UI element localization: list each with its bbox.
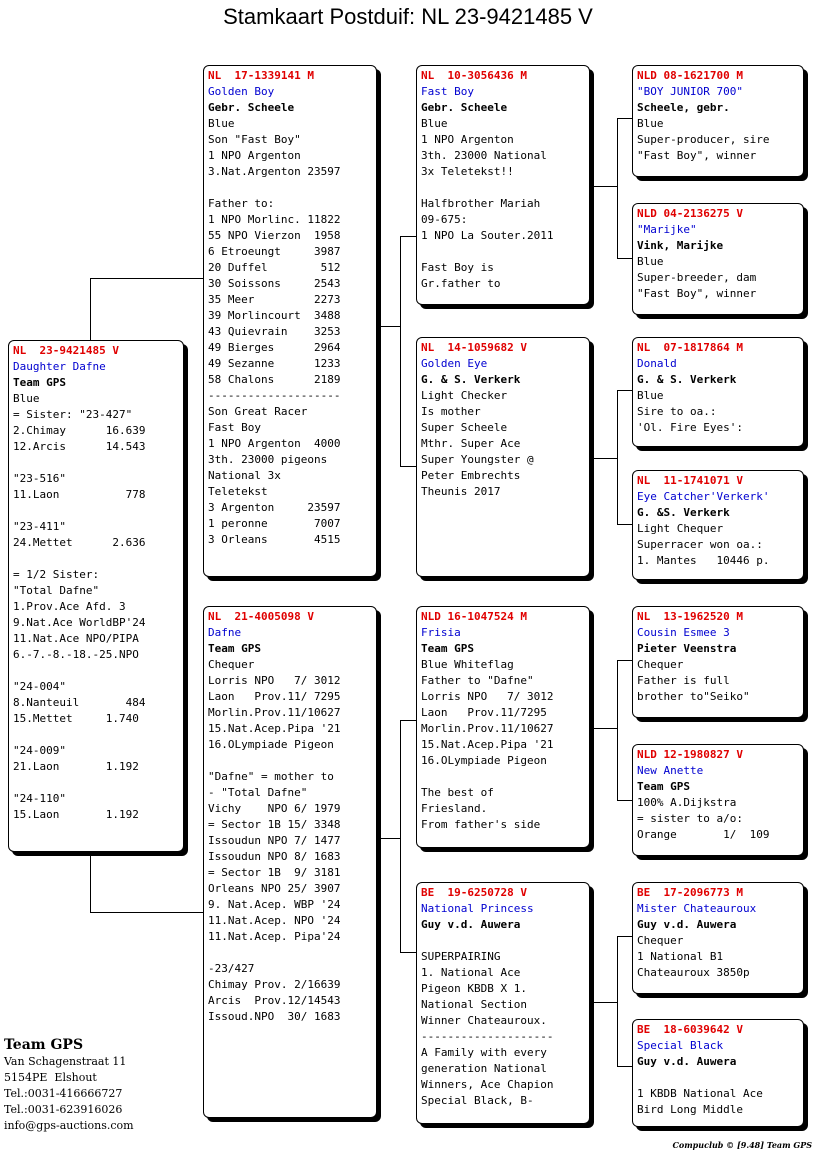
pedigree-line: Blue [421,117,448,130]
pedigree-line: -23/427 [208,962,255,975]
pedigree-line: Laon Prov.11/ 7295 [208,690,341,703]
connector-line [90,278,204,279]
owner-address: Van Schagenstraat 11 [4,1055,127,1068]
pedigree-line: 43 Quievrain 3253 [208,325,341,338]
pedigree-line: Super-breeder, dam [637,271,757,284]
software-credit: Compuclub © [9.48] Team GPS [672,1140,812,1150]
connector-line [400,466,417,467]
pedigree-line: 'Ol. Fire Eyes': [637,421,743,434]
breeder-name: Gebr. Scheele [421,101,508,114]
pedigree-line: 3 Argenton 23597 [208,501,341,514]
pedigree-line: "Fast Boy", winner [637,149,757,162]
ring-number: NLD 08-1621700 M [637,69,743,82]
pedigree-line [421,180,585,196]
pedigree-line [208,945,372,961]
owner-mobile: Tel.:0031-623916026 [4,1103,123,1116]
pedigree-line: brother to"Seiko" [637,690,750,703]
pedigree-line [13,551,179,567]
pedigree-line: Chequer [637,934,684,947]
pedigree-line: "Fast Boy", winner [637,287,757,300]
connector-line [377,326,400,327]
connector-line [400,236,417,237]
breeder-name: Guy v.d. Auwera [637,918,737,931]
pigeon-name: "Marijke" [637,223,697,236]
pedigree-line: 1 NPO La Souter.2011 [421,229,554,242]
breeder-name: G. & S. Verkerk [637,373,737,386]
pedigree-line: = Sector 1B 15/ 3348 [208,818,341,831]
pedigree-line: Fast Boy is [421,261,494,274]
breeder-name: Team GPS [13,376,66,389]
breeder-name: Gebr. Scheele [208,101,295,114]
pedigree-line: Son "Fast Boy" [208,133,301,146]
connector-line [400,952,417,953]
breeder-name: Team GPS [421,642,474,655]
pedigree-line: Fast Boy [208,421,261,434]
pedigree-line: Vichy NPO 6/ 1979 [208,802,341,815]
breeder-name: Guy v.d. Auwera [637,1055,737,1068]
pedigree-line: "23-411" [13,520,66,533]
pedigree-line: 15.Nat.Acep.Pipa '21 [208,722,341,735]
pedigree-line: 1 NPO Argenton [208,149,301,162]
pedigree-line: Mthr. Super Ace [421,437,521,450]
pedigree-line: Theunis 2017 [421,485,501,498]
pedigree-line: 15.Laon 1.192 [13,808,139,821]
pigeon-name: Fast Boy [421,85,474,98]
pedigree-line: Orleans NPO 25/ 3907 [208,882,341,895]
connector-line [617,660,618,800]
pedigree-line: 3.Nat.Argenton 23597 [208,165,341,178]
pedigree-line: "Dafne" = mother to [208,770,334,783]
mother-card [203,606,377,1118]
maternal-grandfather-card [416,606,590,848]
connector-line [400,720,401,952]
pedigree-line: 49 Bierges 2964 [208,341,341,354]
great-grandparent-card-2 [632,203,804,315]
pedigree-line: Blue [208,117,235,130]
connector-line [90,852,91,912]
ring-number: NLD 12-1980827 V [637,748,743,761]
pigeon-name: Special Black [637,1039,724,1052]
pedigree-line: Blue [637,255,664,268]
pedigree-line: 1.Prov.Ace Afd. 3 [13,600,126,613]
pedigree-line: Lorris NPO 7/ 3012 [208,674,341,687]
pedigree-line: Winners, Ace Chapion [421,1078,554,1091]
pigeon-name: Cousin Esmee 3 [637,626,730,639]
pedigree-line: "24-009" [13,744,66,757]
pedigree-line: 1 peronne 7007 [208,517,341,530]
pedigree-line: Chimay Prov. 2/16639 [208,978,341,991]
ring-number: BE 19-6250728 V [421,886,527,899]
pedigree-line: "24-004" [13,680,66,693]
pedigree-line: Laon Prov.11/7295 [421,706,547,719]
pigeon-name: New Anette [637,764,704,777]
pedigree-line: A Family with every [421,1046,547,1059]
pedigree-line [13,455,179,471]
pedigree-line: = Sister: "23-427" [13,408,133,421]
pedigree-line: 2.Chimay 16.639 [13,424,146,437]
connector-line [400,236,401,466]
great-grandparent-card-8 [632,1019,804,1127]
pedigree-line: SUPERPAIRING [421,950,501,963]
pedigree-line: Peter Embrechts [421,469,521,482]
ring-number: BE 17-2096773 M [637,886,743,899]
owner-postcode: 5154PE Elshout [4,1071,97,1084]
pedigree-line: Blue [637,389,664,402]
pedigree-line: 3th. 23000 pigeons [208,453,328,466]
owner-phone: Tel.:0031-416666727 [4,1087,123,1100]
pedigree-line: Lorris NPO 7/ 3012 [421,690,554,703]
pedigree-line: 11.Laon 778 [13,488,146,501]
owner-email[interactable]: info@gps-auctions.com [4,1119,134,1132]
pedigree-line: Friesland. [421,802,488,815]
connector-line [590,186,617,187]
pigeon-card [8,340,184,852]
pigeon-name: Donald [637,357,677,370]
pedigree-line: Issoudun NPO 8/ 1683 [208,850,341,863]
pedigree-line: Blue Whiteflag [421,658,514,671]
pedigree-line: generation National [421,1062,547,1075]
pigeon-name: Mister Chateauroux [637,902,757,915]
pedigree-line: Blue [13,392,40,405]
ring-number: NL 21-4005098 V [208,610,314,623]
pedigree-line: 11.Nat.Acep. Pipa'24 [208,930,341,943]
pedigree-line: Father to "Dafne" [421,674,534,687]
breeder-name: Scheele, gebr. [637,101,730,114]
connector-line [617,936,618,1066]
pedigree-line: Pigeon KBDB X 1. [421,982,527,995]
pigeon-name: "BOY JUNIOR 700" [637,85,743,98]
pedigree-line: Is mother [421,405,481,418]
pigeon-name: Golden Eye [421,357,488,370]
pedigree-line: 09-675: [421,213,468,226]
paternal-grandmother-card [416,337,590,577]
pedigree-line: Teletekst [208,485,268,498]
pedigree-line: 1 NPO Argenton [421,133,514,146]
great-grandparent-card-6 [632,744,804,856]
pedigree-line: 6.-7.-8.-18.-25.NPO [13,648,139,661]
pedigree-line: Father to: [208,197,275,210]
father-card [203,65,377,577]
pedigree-line: 58 Chalons 2189 [208,373,341,386]
connector-line [590,1002,617,1003]
pedigree-line: 1 NPO Argenton 4000 [208,437,341,450]
ring-number: NLD 04-2136275 V [637,207,743,220]
pedigree-line [13,503,179,519]
great-grandparent-card-3 [632,337,804,447]
pedigree-line: Bird Long Middle [637,1103,743,1116]
breeder-name: Team GPS [637,780,690,793]
ring-number: NL 17-1339141 M [208,69,314,82]
pigeon-name: National Princess [421,902,534,915]
ring-number: NL 13-1962520 M [637,610,743,623]
connector-line [617,660,633,661]
pedigree-line: 15.Mettet 1.740 [13,712,139,725]
pedigree-line [421,769,585,785]
breeder-name: Vink, Marijke [637,239,724,252]
pedigree-line: Winner Chateauroux. [421,1014,547,1027]
connector-line [90,278,91,340]
pigeon-name: Eye Catcher'Verkerk' [637,490,770,503]
pedigree-line: 1 National B1 [637,950,724,963]
pedigree-line: 3x Teletekst!! [421,165,514,178]
pedigree-line: 1. Mantes 10446 p. [637,554,770,567]
great-grandparent-card-5 [632,606,804,718]
pigeon-name: Golden Boy [208,85,275,98]
pedigree-line: = Sector 1B 9/ 3181 [208,866,341,879]
ring-number: NL 10-3056436 M [421,69,527,82]
pedigree-line: 3 Orleans 4515 [208,533,341,546]
pigeon-name: Frisia [421,626,461,639]
pedigree-line [13,727,179,743]
pedigree-line: 100% A.Dijkstra [637,796,737,809]
connector-line [590,728,617,729]
ring-number: NL 14-1059682 V [421,341,527,354]
pedigree-line [421,933,585,949]
pedigree-line: 15.Nat.Acep.Pipa '21 [421,738,554,751]
pedigree-line: From father's side [421,818,541,831]
pedigree-line: Son Great Racer [208,405,308,418]
pedigree-line: 20 Duffel 512 [208,261,341,274]
ring-number: NL 11-1741071 V [637,474,743,487]
pedigree-line: 24.Mettet 2.636 [13,536,146,549]
pedigree-line [208,180,372,196]
pedigree-line: Light Checker [421,389,508,402]
pedigree-line: 3th. 23000 National [421,149,547,162]
pedigree-line: -------------------- [421,1030,554,1043]
connector-line [617,1066,633,1067]
pedigree-line: The best of [421,786,494,799]
connector-line [617,524,633,525]
pedigree-line: = 1/2 Sister: [13,568,100,581]
pedigree-line: 55 NPO Vierzon 1958 [208,229,341,242]
connector-line [617,800,633,801]
pedigree-line: 8.Nanteuil 484 [13,696,146,709]
pedigree-line: 9. Nat.Acep. WBP '24 [208,898,341,911]
pedigree-line: Light Chequer [637,522,724,535]
ring-number: NLD 16-1047524 M [421,610,527,623]
connector-line [617,390,633,391]
pedigree-line: Sire to oa.: [637,405,717,418]
pedigree-line: Superracer won oa.: [637,538,763,551]
page-title: Stamkaart Postduif: NL 23-9421485 V [223,4,593,29]
pedigree-line: 1. National Ace [421,966,521,979]
pedigree-line [637,1070,799,1086]
owner-name: Team GPS [4,1037,84,1053]
pedigree-line: 39 Morlincourt 3488 [208,309,341,322]
pedigree-line: = sister to a/o: [637,812,743,825]
pedigree-line: 35 Meer 2273 [208,293,341,306]
pedigree-line: 30 Soissons 2543 [208,277,341,290]
pedigree-line: 1 NPO Morlinc. 11822 [208,213,341,226]
pedigree-line: Issoudun NPO 7/ 1477 [208,834,341,847]
connector-line [617,936,633,937]
maternal-grandmother-card [416,882,590,1124]
owner-block [4,1036,134,1134]
connector-line [90,912,204,913]
connector-line [617,258,633,259]
pedigree-line: Morlin.Prov.11/10627 [208,706,341,719]
connector-line [617,118,633,119]
pedigree-line: 6 Etroeungt 3987 [208,245,341,258]
pedigree-line: Halfbrother Mariah [421,197,541,210]
paternal-grandfather-card [416,65,590,305]
pedigree-line: Orange 1/ 109 [637,828,770,841]
connector-line [400,720,417,721]
pedigree-line: 11.Nat.Ace NPO/PIPA [13,632,139,645]
pedigree-line [13,663,179,679]
breeder-name: G. &S. Verkerk [637,506,730,519]
pedigree-line: 9.Nat.Ace WorldBP'24 [13,616,146,629]
pedigree-line: Chateauroux 3850p [637,966,750,979]
pedigree-line: National Section [421,998,527,1011]
pigeon-name: Dafne [208,626,242,639]
pedigree-line: Morlin.Prov.11/10627 [421,722,554,735]
pedigree-line [421,244,585,260]
connector-line [377,838,400,839]
pedigree-line: -------------------- [208,389,341,402]
pedigree-line: Father is full [637,674,730,687]
pedigree-line: Arcis Prov.12/14543 [208,994,341,1007]
breeder-name: Pieter Veenstra [637,642,737,655]
breeder-name: G. & S. Verkerk [421,373,521,386]
pedigree-line [208,753,372,769]
pigeon-name: Daughter Dafne [13,360,106,373]
pedigree-line: Gr.father to [421,277,501,290]
pedigree-line: "24-110" [13,792,66,805]
pedigree-line: Special Black, B- [421,1094,534,1107]
breeder-name: Team GPS [208,642,261,655]
pedigree-line: 21.Laon 1.192 [13,760,139,773]
great-grandparent-card-1 [632,65,804,177]
pedigree-line: - "Total Dafne" [208,786,308,799]
pedigree-line: Chequer [637,658,684,671]
great-grandparent-card-7 [632,882,804,994]
pedigree-line [13,775,179,791]
pedigree-line: 1 KBDB National Ace [637,1087,763,1100]
pedigree-line: "23-516" [13,472,66,485]
pedigree-line: 16.OLympiade Pigeon [421,754,547,767]
pedigree-line: National 3x [208,469,281,482]
pedigree-line: 16.OLympiade Pigeon [208,738,334,751]
pedigree-line: Issoud.NPO 30/ 1683 [208,1010,341,1023]
pedigree-line: Super-producer, sire [637,133,770,146]
pedigree-line: "Total Dafne" [13,584,100,597]
connector-line [617,390,618,524]
pedigree-line: 49 Sezanne 1233 [208,357,341,370]
pedigree-line: Chequer [208,658,255,671]
connector-line [617,118,618,258]
great-grandparent-card-4 [632,470,804,580]
breeder-name: Guy v.d. Auwera [421,918,521,931]
pedigree-line: 11.Nat.Acep. NPO '24 [208,914,341,927]
pedigree-line: 12.Arcis 14.543 [13,440,146,453]
ring-number: NL 07-1817864 M [637,341,743,354]
pedigree-line: Blue [637,117,664,130]
pedigree-line: Super Scheele [421,421,508,434]
ring-number: BE 18-6039642 V [637,1023,743,1036]
pedigree-line: Super Youngster @ [421,453,534,466]
connector-line [590,458,617,459]
ring-number: NL 23-9421485 V [13,344,119,357]
